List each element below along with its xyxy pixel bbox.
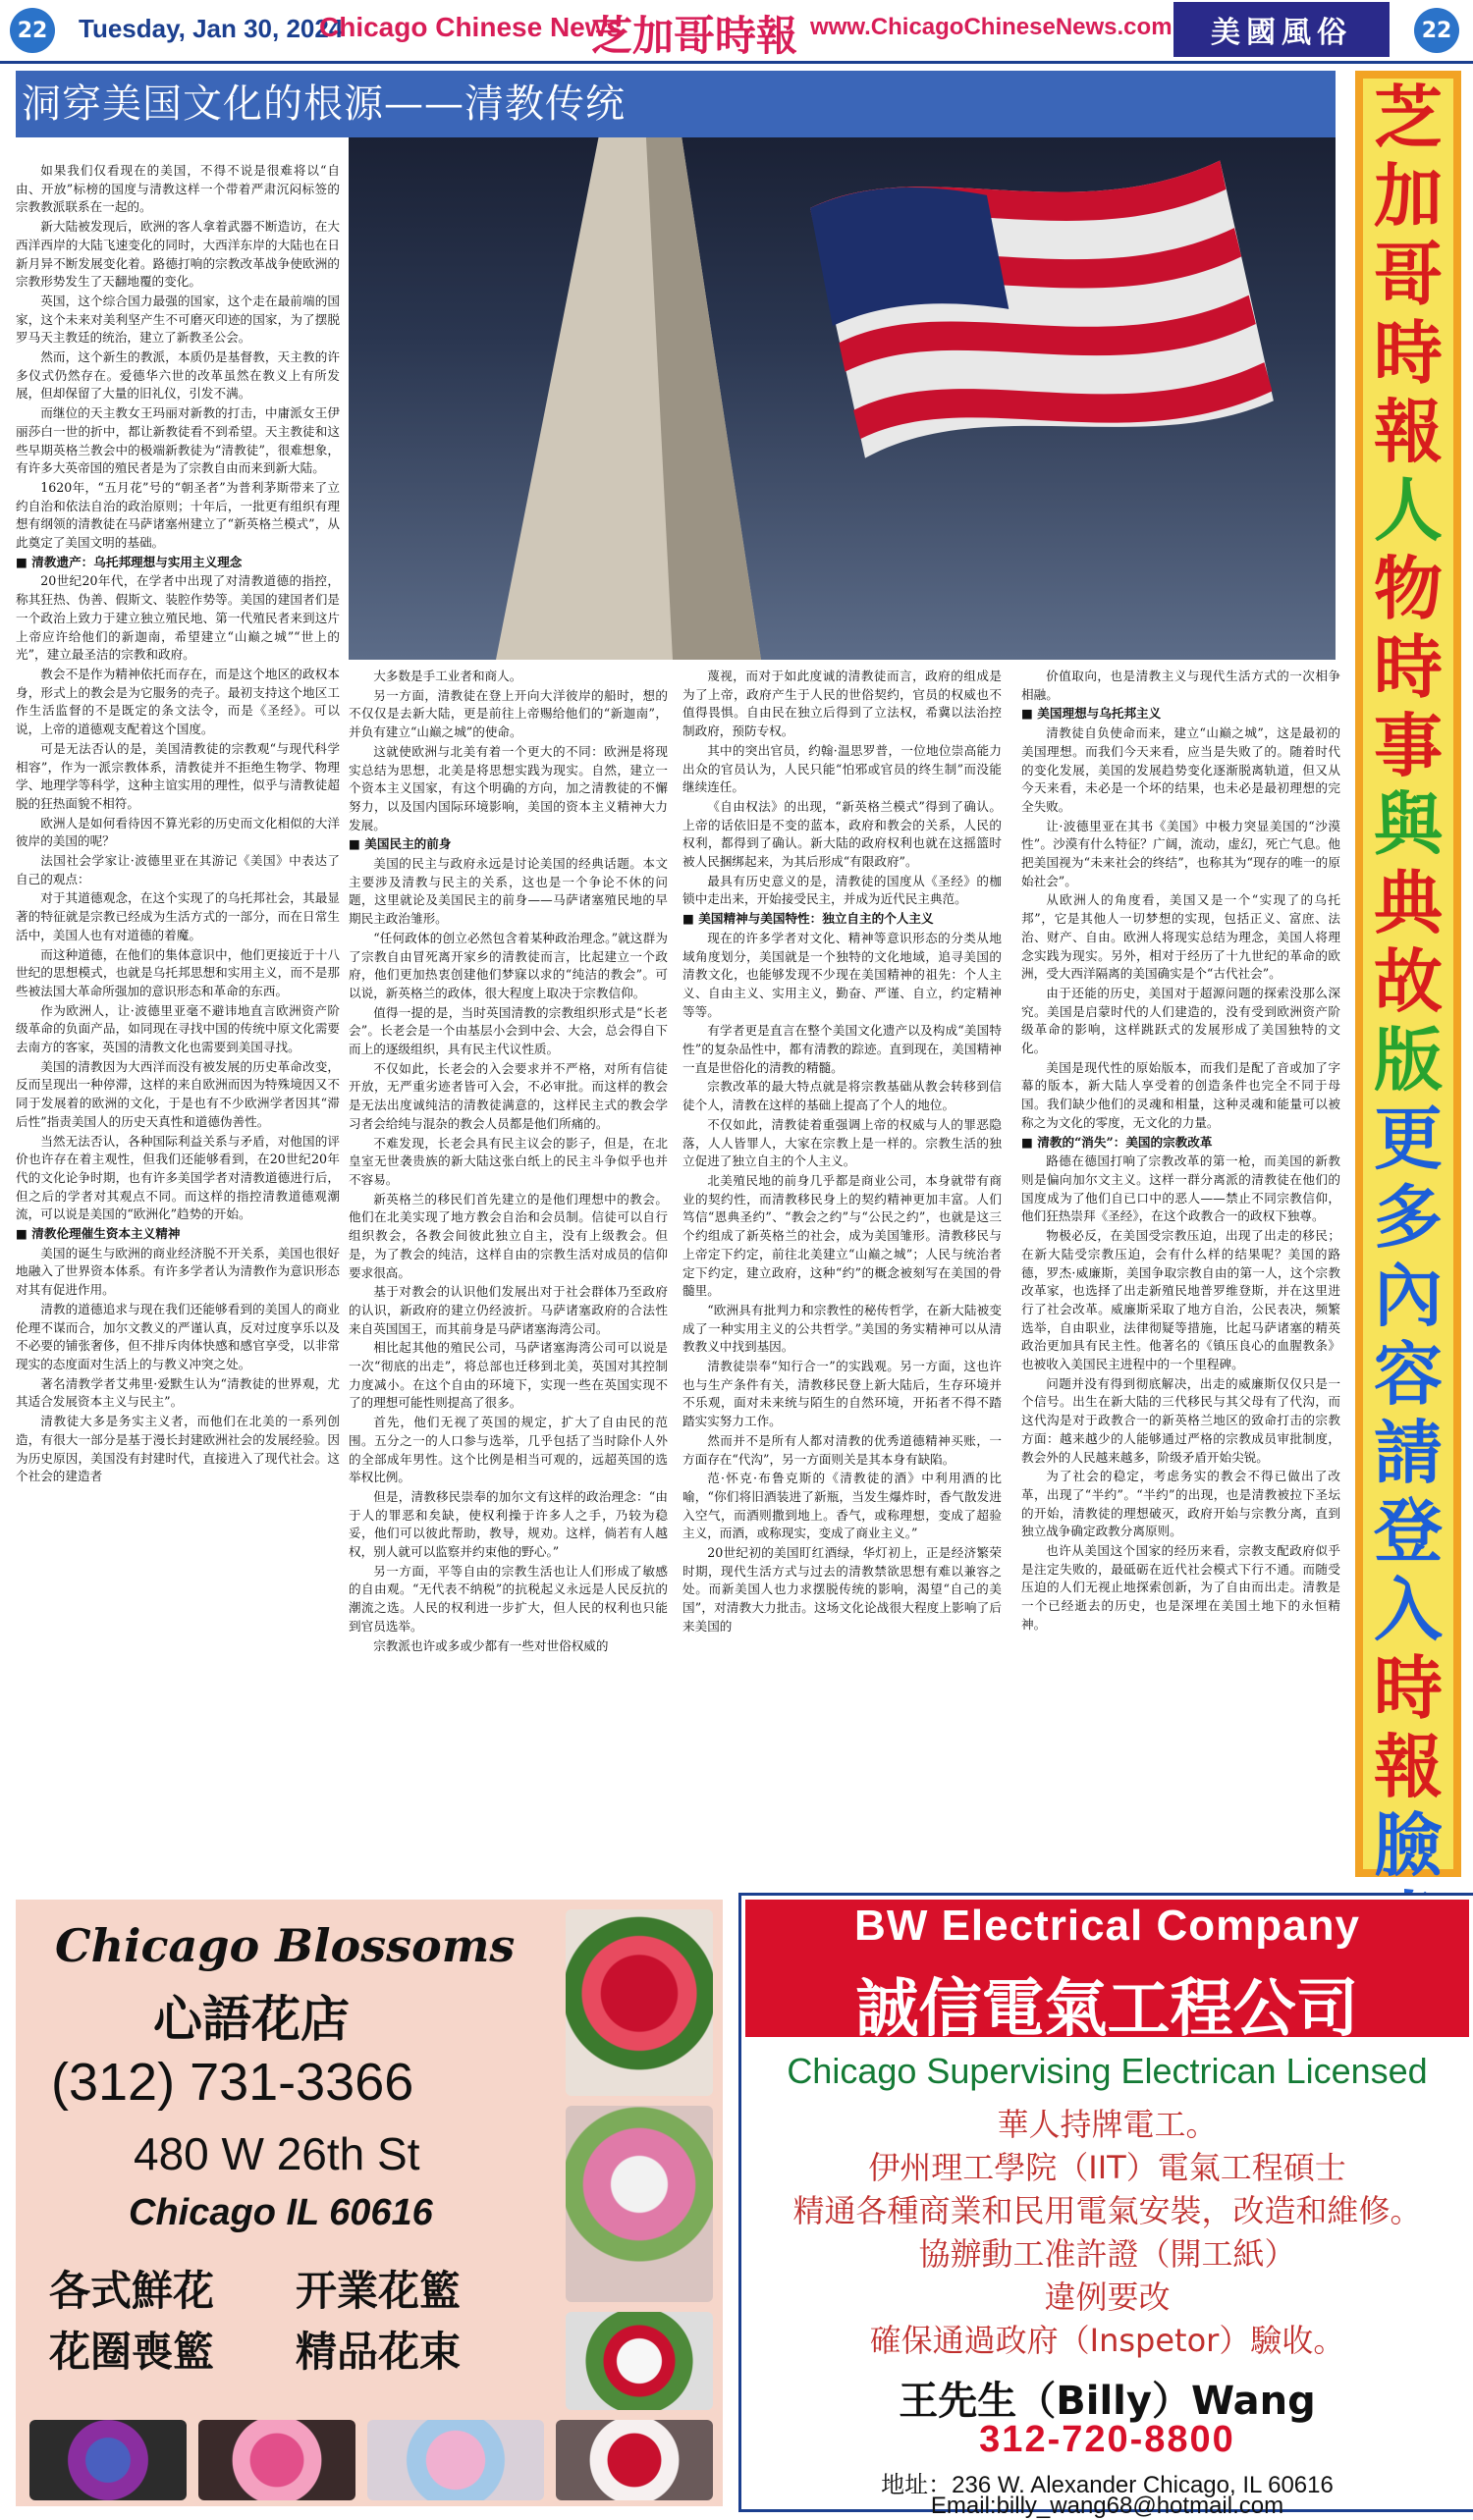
publication-name-en: Chicago Chinese News bbox=[319, 12, 623, 42]
article-column-4 bbox=[1021, 668, 1340, 1875]
paragraph: 首先，他们无视了英国的规定，扩大了自由民的范围。五分之一的人口参与选举，几乎包括了当时除仆人外的全部成年男性。这个比例是相当可观的，远超英国的选举权比例。 bbox=[349, 1415, 668, 1485]
flower-photo-4 bbox=[29, 2420, 187, 2500]
paragraph: 英国，这个综合国力最强的国家，这个走在最前端的国家，这个未来对美利坚产生不可磨灭印迹的国家，为了摆脱罗马天主教廷的统治，建立了新教圣公会。 bbox=[16, 293, 340, 346]
banner-character: 內 bbox=[1374, 1256, 1443, 1336]
banner-character: 故 bbox=[1374, 941, 1443, 1022]
paragraph: 让·波德里亚在其书《美国》中极力突显美国的“沙漠性”。沙漠有什么特征？广阔，流动，虚幻，死亡气息。他把美国视为“未来社会的终结”，也称其为“现存的唯一的原始社会”。 bbox=[1021, 818, 1340, 888]
paragraph: 相比起其他的殖民公司，马萨诸塞海湾公司可以说是一次“彻底的出走”，将总部也迁移到北美，英国对其控制力度减小。在这个自由的环境下，实现一些在英国实现不了的理想可能性则提高了很多。 bbox=[349, 1340, 668, 1411]
paragraph: 宗教改革的最大特点就是将宗教基础从教会转移到信徒个人，清教在这样的基础上提高了个人的地位。 bbox=[682, 1079, 1002, 1113]
banner-character: 時 bbox=[1374, 1648, 1443, 1729]
banner-character: 請 bbox=[1374, 1413, 1443, 1493]
banner-character: 加 bbox=[1374, 156, 1443, 237]
paragraph: 基于对教会的认识他们发展出对于社会群体乃至政府的认识，新政府的建立仍经波折。马萨诸塞政府的合法性来自英国国王，而其前身是马萨诸塞海湾公司。 bbox=[349, 1284, 668, 1336]
banner-character: 人 bbox=[1374, 470, 1443, 551]
florist-service-4: 精品花束 bbox=[296, 2328, 462, 2376]
banner-line-2 bbox=[1363, 471, 1453, 1099]
paragraph: 物极必反，在美国受宗教压迫，出现了出走的移民；在新大陆受宗教压迫，会有什么样的结果呢？美国的路德，罗杰·威廉斯，美国争取宗教自由的第一人，这个宗教改革家，也选择了出走新殖民地普罗维登斯，并在这里进行了社会改革。威廉斯采取了地方自治，公民表决，频繁选举，自由职业，法律彻疑等措施，比起马萨诸塞的精英政治更加具有民主性。他著名的《镇压良心的血腥教条》也被收入美国民主进程中的一个里程碑。 bbox=[1021, 1228, 1340, 1372]
banner-character: 事 bbox=[1374, 706, 1443, 786]
service-line-3: 精通各種商業和民用電氣安裝，改造和維修。 bbox=[792, 2192, 1422, 2229]
paragraph: 然而并不是所有人都对清教的优秀道德精神买账，一方面存在“代沟”，另一方面则关是其本身有缺陷。 bbox=[682, 1432, 1002, 1467]
paragraph: 而这种道德，在他们的集体意识中，他们更接近于十八世纪的思想模式，也就是乌托邦思想和实用主义，而不是那些被法国大革命所强加的意识形态和革命的东西。 bbox=[16, 946, 340, 998]
paragraph: 美国是现代性的原始版本，而我们是配了音或加了字幕的版本，新大陆人享受着的创造条件也完全不同于母国。我们缺少他们的灵魂和相量，这种灵魂和能量可以被称之为文化的零度，无文化的力量。 bbox=[1021, 1059, 1340, 1130]
company-address: 地址：236 W. Alexander Chicago, IL 60616 bbox=[881, 2472, 1334, 2498]
paragraph: 范·怀克·布鲁克斯的《清教徒的酒》中利用酒的比喻，“你们将旧酒装进了新瓶，当发生爆炸时，香气散发进入空气，而酒则撒到地上。香气，或称理想，变成了超验主义，而酒，或称现实，变成了商业主义。” bbox=[682, 1471, 1002, 1541]
florist-service-2: 开業花籃 bbox=[296, 2267, 462, 2315]
flower-shop-ad[interactable] bbox=[16, 1900, 723, 2506]
paragraph: 也许从美国这个国家的经历来看，宗教支配政府似乎是注定失败的，最砥砺在近代社会模式下行不通。而随受压迫的人们无视止地探索创新，为了自由而出走。清教是一个已经逝去的历史，也是深埋在美国土地下的永恒精神。 bbox=[1021, 1543, 1340, 1632]
paragraph: 路德在德国打响了宗教改革的第一枪，而美国的新教则是偏向加尔文主义。这样一群分离派的清教徒在他们的国度成为了他们自已口中的恶人——禁止不同宗教信仰，他们狂热崇拜《圣经》，在这个政教合一的政权下独尊。 bbox=[1021, 1153, 1340, 1224]
paragraph: 价值取向，也是清教主义与现代生活方式的一次相争相融。 bbox=[1021, 669, 1340, 702]
banner-line-3 bbox=[1363, 1099, 1453, 1963]
page-number-left: 22 bbox=[10, 8, 55, 53]
paragraph: 不难发现，长老会具有民主议会的影子，但是，在北皇室无世袭贵族的新大陆这张白纸上的民主斗争似乎也并不容易。 bbox=[349, 1135, 668, 1187]
service-line-4: 協辦動工准許證（開工紙） bbox=[918, 2235, 1296, 2273]
banner-character: 多 bbox=[1374, 1177, 1443, 1258]
florist-address-street: 480 W 26th St bbox=[134, 2128, 420, 2179]
banner-character: 更 bbox=[1374, 1099, 1443, 1179]
flower-photo-2 bbox=[566, 2106, 713, 2302]
paragraph: 有学者更是直言在整个美国文化遗产以及构成“美国特性”的复杂品性中，都有清教的踪迹。直到现在，美国精神一直是世俗化的清教的精髓。 bbox=[682, 1023, 1002, 1075]
paragraph: 这就使欧洲与北美有着一个更大的不同：欧洲是将现实总结为思想，北美是将思想实践为现实。自然，建立一个资本主义国家，有这个明确的方向，加之清教徒的不懈努力，以及国内国际环境影响，美国的资本主义精神大力发展。 bbox=[349, 743, 668, 832]
flower-photo-7 bbox=[556, 2420, 713, 2500]
paragraph: 欧洲人是如何看待因不算光彩的历史而文化相似的大洋彼岸的美国的呢？ bbox=[16, 815, 340, 849]
paragraph: 另一方面，清教徒在登上开向大洋彼岸的船时，想的不仅仅是去新大陆，更是前往上帝赐给他们的“新迦南”，并负有建立“山巅之城”的使命。 bbox=[349, 687, 668, 740]
website-link[interactable]: www.ChicagoChineseNews.com bbox=[810, 14, 1173, 40]
issue-date: Tuesday, Jan 30, 2024 bbox=[79, 14, 344, 43]
paragraph: 不仅如此，长老会的入会要求并不严格，对所有信徒开放，无严重劣迹者皆可入会，不必审批。而这样的教会是无法出度诚纯洁的清教徒满意的，这样民主式的教会学习者会给纯与混杂的教会人员都是他们所痛的。 bbox=[349, 1060, 668, 1131]
banner-character: 時 bbox=[1374, 627, 1443, 708]
license-text: Chicago Supervising Electrican Licensed bbox=[787, 2051, 1428, 2091]
paragraph: ■ 清教的“消失”：美国的宗教改革 bbox=[1021, 1134, 1213, 1150]
company-name-cn: 誠信電氣工程公司 bbox=[855, 1973, 1359, 2046]
paragraph: 北美殖民地的前身几乎都是商业公司，本身就带有商业的契约性，而清教移民身上的契约精神更加丰富。人们笃信“恩典圣约”、“教会之约”与“公民之约”，也就是这三个约组成了新英格兰的社会，成为美国雏形。清教移民与上帝定下约定，前往北美建立“山巅之城”；人民与统治者定下约定，建立政府，这种“约”的概念被刻写在美国的骨髓里。 bbox=[682, 1172, 1002, 1299]
contact-name: 王先生（Billy）Wang bbox=[899, 2379, 1316, 2424]
flower-photo-1 bbox=[566, 1909, 713, 2096]
service-line-5: 違例要改 bbox=[1044, 2279, 1171, 2316]
banner-character: 時 bbox=[1374, 313, 1443, 394]
paragraph: 20世纪初的美国盯红酒绿，华灯初上，正是经济繁荣时期，现代生活方式与过去的清教禁欲思想有难以兼容之处。而新美国人也力求摆脱传统的影响，渴望“自己的美国”，对清教大力批击。这场文化论战很大程度上影响了后来美国的 bbox=[682, 1545, 1002, 1634]
paragraph: 从欧洲人的角度看，美国又是一个“实现了的乌托邦”，它是其他人一切梦想的实现，包括正义、富庶、法治、财产、自由。欧洲人将现实总结为理念，美国人将理念实践为现实。另外，相对于经历了十九世纪的革命的欧洲，受大西洋隔离的美国确实是个“古代社会”。 bbox=[1021, 892, 1340, 982]
paragraph: ■ 美国精神与美国特性：独立自主的个人主义 bbox=[682, 911, 934, 927]
banner-character: 登 bbox=[1374, 1491, 1443, 1572]
banner-line-1 bbox=[1363, 79, 1453, 471]
paragraph: 美国的民主与政府永远是讨论美国的经典话题。本文主要涉及清教与民主的关系，这也是一个争论不休的问题，这里就论及美国民主的前身——马萨诸塞殖民地的早期民主政治雏形。 bbox=[349, 856, 668, 927]
paragraph: 教会不是作为精神依托而存在，而是这个地区的政权本身，形式上的教会是为它服务的壳子。最初支持这个地区工作生活监督的不是既定的条文法令，而是《圣经》。可以说，上帝的道德观支配着这个国度。 bbox=[16, 666, 340, 737]
paragraph: “欧洲具有批判力和宗教性的秘传哲学，在新大陆被变成了一种实用主义的公共哲学。”美国的务实精神可以从清教教义中找到基因。 bbox=[682, 1302, 1002, 1355]
paragraph: 新英格兰的移民们首先建立的是他们理想中的教会。他们在北美实现了地方教会自治和会员制。信徒可以自行组织教会，各教会间彼此独立自主，没有上级教会。但是，为了教会的纯洁，这样自由的宗教生活对成员的信仰要求很高。 bbox=[349, 1191, 668, 1280]
paragraph: 清教徒自负使命而来，建立“山巅之城”，这是最初的美国理想。而我们今天来看，应当是失败了的。随着时代的变化发展，美国的发展趋势变化逐渐脱离轨道，但又从今天来看，未必是一个坏的结果，也未必是最初理想的完全失败。 bbox=[1021, 725, 1340, 814]
article-column-3 bbox=[682, 668, 1002, 1875]
florist-address-city: Chicago IL 60616 bbox=[129, 2192, 433, 2233]
paragraph: 可是无法否认的是，美国清教徒的宗教观“与现代科学相容”，作为一派宗教体系，清教徒并不拒绝生物学、物理学、地理学等科学，这种主谊实用的理性，似乎与清教徒超脱的狂热面貌不相符。 bbox=[16, 740, 340, 811]
paragraph: 作为欧洲人，让·波德里亚毫不避讳地直言欧洲资产阶级革命的负面产品，如同现在寻找中国的传统中原文化需要去南方的客家，英国的清教文化也需要到美国寻找。 bbox=[16, 1002, 340, 1055]
article-title: 洞穿美国文化的根源——清教传统 bbox=[22, 81, 626, 127]
service-line-2: 伊州理工學院（IIT）電氣工程碩士 bbox=[868, 2149, 1346, 2186]
flower-photo-6 bbox=[367, 2420, 544, 2500]
paragraph: 不仅如此，清教徒着重强调上帝的权威与人的罪恶隐落，人人皆罪人，大家在宗教上是一样的。宗教生活的独立促进了独立自主的个人主义。 bbox=[682, 1116, 1002, 1169]
article-column-2 bbox=[349, 668, 668, 1875]
paragraph: 《自由权法》的出现，“新英格兰模式”得到了确认。上帝的话依旧是不变的蓝本，政府和教会的关系，人民的权利，都得到了确认。新大陆的政府权利也就在这摇篮时被人民捆绑起来，为其后形成“有限政府”。 bbox=[682, 798, 1002, 870]
flower-photo-5 bbox=[198, 2420, 355, 2500]
paragraph: 清教徒大多是务实主义者，而他们在北美的一系列创造，有很大一部分是基于漫长封建欧洲社会的发展经验。因为历史原因，美国没有封建时代，直接进入了现代社会。这个社会的建造者 bbox=[16, 1414, 340, 1484]
paragraph: 法国社会学家让·波德里亚在其游记《美国》中表达了自己的观点： bbox=[16, 853, 340, 886]
paragraph: 由于还能的历史，美国对于超源问题的探索没那么深究。美国是启蒙时代的人们建造的，没有受到欧洲资产阶级革命的影响，这样跳跃式的发展形成了美国独特的文化。 bbox=[1021, 985, 1340, 1056]
page-number-right: 22 bbox=[1414, 8, 1459, 53]
company-email[interactable]: Email:billy_wang68@hotmail.com bbox=[930, 2493, 1284, 2519]
section-label: 美國風俗 bbox=[1173, 2, 1390, 57]
paragraph: 当然无法否认，各种国际利益关系与矛盾，对他国的评价也许存在着主观性，但我们还能够看到，在20世纪20年代的文化论争时期，也有许多美国学者对清教道德进行后，但之后的学者对其观点不同。而这样的指控清教道德观潮流，可以说是美国的“欧洲化”趋势的开始。 bbox=[16, 1133, 340, 1222]
banner-character: 與 bbox=[1374, 784, 1443, 865]
header-divider bbox=[0, 61, 1473, 64]
banner-character: 物 bbox=[1374, 549, 1443, 629]
paragraph: 对于其道德观念，在这个实现了的乌托邦社会，其最显著的特征就是宗教已经成为生活方式的一部分，而在日常生活中，美国人也有对道德的着魔。 bbox=[16, 890, 340, 942]
paragraph: 宗教派也许或多或少都有一些对世俗权威的 bbox=[373, 1637, 609, 1653]
article-column-1 bbox=[16, 162, 340, 1875]
banner-character: 哥 bbox=[1374, 235, 1443, 315]
paragraph: 新大陆被发现后，欧洲的客人拿着武器不断造访，在大西洋西岸的大陆飞速变化的同时，大西洋东岸的大陆也在日新月异不断发展变化着。路德打响的宗教改革战争使欧洲的宗教形势发生了天翻地覆的变化。 bbox=[16, 219, 340, 290]
banner-character: 報 bbox=[1374, 392, 1443, 472]
paragraph: 美国的诞生与欧洲的商业经济脱不开关系，美国也很好地融入了世界资本体系。有许多学者认为清教作为意识形态对其有促进作用。 bbox=[16, 1245, 340, 1298]
paragraph: 而继位的天主教女王玛丽对新教的打击，中庸派女王伊丽莎白一世的折中，都让新教徒看不到希望。天主教徒和这些早期英格兰教会中的极端新教徒为“清教徒”，很难想象，有许多大英帝国的殖民者是为了宗教自由而来到新大陆。 bbox=[16, 405, 340, 476]
paragraph: 另一方面，平等自由的宗教生活也让人们形成了敏感的自由观。“无代表不纳税”的抗税起义永远是人民反抗的潮流之选。人民的权利进一步扩大，但人民的权利也只能到官员选举。 bbox=[349, 1563, 668, 1634]
paragraph: 著名清教学者艾弗里·爱默生认为“清教徒的世界观，尤其适合发展资本主义与民主”。 bbox=[16, 1375, 340, 1410]
paragraph: 美国的清教因为大西洋而没有被发展的历史革命改变，反而呈现出一种停滞，这样的来自欧洲而因为特殊境因又不同于发展着的欧洲的文化，于是也有不少欧洲学者因其“滞后性”指责美国人的历史天真性和道德伪善性。 bbox=[16, 1058, 340, 1129]
banner-character: 報 bbox=[1374, 1727, 1443, 1807]
banner-character: 芝 bbox=[1374, 78, 1443, 158]
florist-service-3: 花圈喪籃 bbox=[49, 2328, 215, 2376]
vertical-banner bbox=[1355, 71, 1461, 1886]
flower-photo-3 bbox=[566, 2312, 713, 2410]
paragraph: 最具有历史意义的是，清教徒的国度从《圣经》的枷锁中走出来，开始接受民主，并成为近代民主典范。 bbox=[682, 873, 1002, 907]
florist-name-en: Chicago Blossoms bbox=[55, 1919, 516, 1972]
paragraph: 清教的道德追求与现在我们还能够看到的美国人的商业伦理不谋而合，加尔文教义的严谨认真，反对过度享乐以及不必要的铺张奢侈，但不排斥肉体快感和感官享受，以非常现实的态度面对生活上的与教义冲突之处。 bbox=[16, 1301, 340, 1371]
monument-flag-image bbox=[349, 71, 1336, 660]
service-line-1: 華人持牌電工。 bbox=[997, 2106, 1218, 2143]
banner-character: 版 bbox=[1374, 1020, 1443, 1100]
florist-service-1: 各式鮮花 bbox=[49, 2267, 215, 2315]
paragraph: 现在的许多学者对文化、精神等意识形态的分类从地域角度划分，美国就是一个独特的文化地域，追寻美国的清教文化，也能够发现不少现在美国精神的祖先：个人主义、自由主义、实用主义，勤奋、严谨、自立，约定精神等等。 bbox=[682, 930, 1002, 1019]
article-photo bbox=[349, 71, 1336, 660]
page-header bbox=[0, 0, 1473, 61]
service-line-6: 確保通過政府（Inspetor）驗收。 bbox=[869, 2322, 1345, 2359]
paragraph: “任何政体的创立必然包含着某种政治理念。”就这群为了宗教自由冒死离开家乡的清教徒而言，比起建立一个政府，他们更加热衷创建他们梦寐以求的“纯洁的教会”。可以说，新英格兰的政体，很大程度上取决于宗教信仰。 bbox=[349, 930, 668, 1000]
banner-character: 典 bbox=[1374, 863, 1443, 943]
paragraph: 20世纪20年代，在学者中出现了对清教道德的指控，称其狂热、伪善、假斯文、装腔作势等。美国的建国者们是一个政治上致力于建立独立殖民地、第一代殖民者来到这片上帝应许给他们的新迦南，希望建立“山巅之城”“世上的光”，建立最圣洁的宗教和政府。 bbox=[16, 573, 340, 663]
paragraph: 值得一提的是，当时英国清教的宗教组织形式是“长老会”。长老会是一个由基层小会到中会、大会，总会得自下而上的逐级组织，具有民主代议性质。 bbox=[349, 1004, 668, 1057]
paragraph: 然而，这个新生的教派，本质仍是基督教，天主教的许多仪式仍然存在。爱德华六世的改革虽然在教义上有所发展，但却保留了大量的旧礼仪，引发不满。 bbox=[16, 349, 340, 402]
vertical-banner-inner bbox=[1363, 78, 1453, 1886]
electrical-company-ad[interactable] bbox=[738, 1893, 1473, 2519]
paragraph: 如果我们仅看现在的美国，不得不说是很难将以“自由、开放”标榜的国度与清教这样一个带着严肃沉闷标签的宗教教派联系在一起的。 bbox=[16, 163, 340, 215]
paragraph: ■ 清教遗产：乌托邦理想与实用主义理念 bbox=[16, 554, 243, 569]
paragraph: ■ 美国理想与乌托邦主义 bbox=[1021, 706, 1162, 722]
paragraph: 但是，清教移民崇奉的加尔文有这样的政治理念：“由于人的罪恶和矣缺，使权利操于许多人之手，乃较为稳妥，他们可以彼此帮助，教导，规劝。这样，倘若有人越权，别人就可以监察并约束他的野心。” bbox=[349, 1488, 668, 1560]
paragraph: 为了社会的稳定，考虑务实的教会不得已做出了改革，出现了“半约”。“半约”的出现，也是清教被拉下圣坛的开始，清教徒的理想破灭，政府开始与宗教分离，直到独立战争确定政教分离原则。 bbox=[1021, 1469, 1340, 1539]
company-name-en: BW Electrical Company bbox=[854, 1902, 1360, 1950]
florist-phone[interactable]: (312) 731-3366 bbox=[51, 2053, 414, 2112]
paragraph: 大多数是手工业者和商人。 bbox=[373, 669, 522, 683]
banner-character: 入 bbox=[1374, 1570, 1443, 1650]
paragraph: 其中的突出官员，约翰·温思罗普，一位地位崇高能力出众的官员认为，人民只能“怕邪或官员的终生制”而没能继续连任。 bbox=[682, 742, 1002, 795]
banner-character: 容 bbox=[1374, 1334, 1443, 1415]
banner-character: 臉 bbox=[1374, 1805, 1443, 1886]
publication-name-cn: 芝加哥時報 bbox=[591, 12, 798, 60]
paragraph: 蔑视，而对于如此度诚的清教徒而言，政府的组成是为了上帝，政府产生于人民的世俗契约，官员的权威也不值得畏惧。自由民在独立后得到了立法权，希冀以法治控制政府，预防专权。 bbox=[682, 669, 1002, 739]
paragraph: ■ 清教伦理催生资本主义精神 bbox=[16, 1226, 181, 1242]
paragraph: 问题并没有得到彻底解决，出走的威廉斯仅仅只是一个信号。出生在新大陆的三代移民与其父母有了代沟，而这代沟是对于政教合一的新英格兰地区的致命打击的宗教方面：越来越少的人能够通过严格的宗教成员审批制度，教会外的人民越来越多，阶级矛盾开始尖锐。 bbox=[1021, 1375, 1340, 1465]
paragraph: 1620年，“五月花”号的“朝圣者”为普利茅斯带来了立约自治和依法自治的政治原则；十年后，一批更有组织有理想有纲领的清教徒在马萨诸塞州建立了“新英格兰模式”，从此奠定了美国文明的基础。 bbox=[16, 479, 340, 551]
contact-phone[interactable]: 312-720-8800 bbox=[979, 2419, 1235, 2460]
florist-name-cn: 心語花店 bbox=[153, 1991, 350, 2048]
paragraph: 清教徒崇奉“知行合一”的实践观。另一方面，这也许也与生产条件有关，清教移民登上新大陆后，生存环境并不乐观，面对未来统与陌生的自然环境，开拓者不得不踏踏实实努力工作。 bbox=[682, 1359, 1002, 1429]
paragraph: ■ 美国民主的前身 bbox=[349, 836, 452, 852]
